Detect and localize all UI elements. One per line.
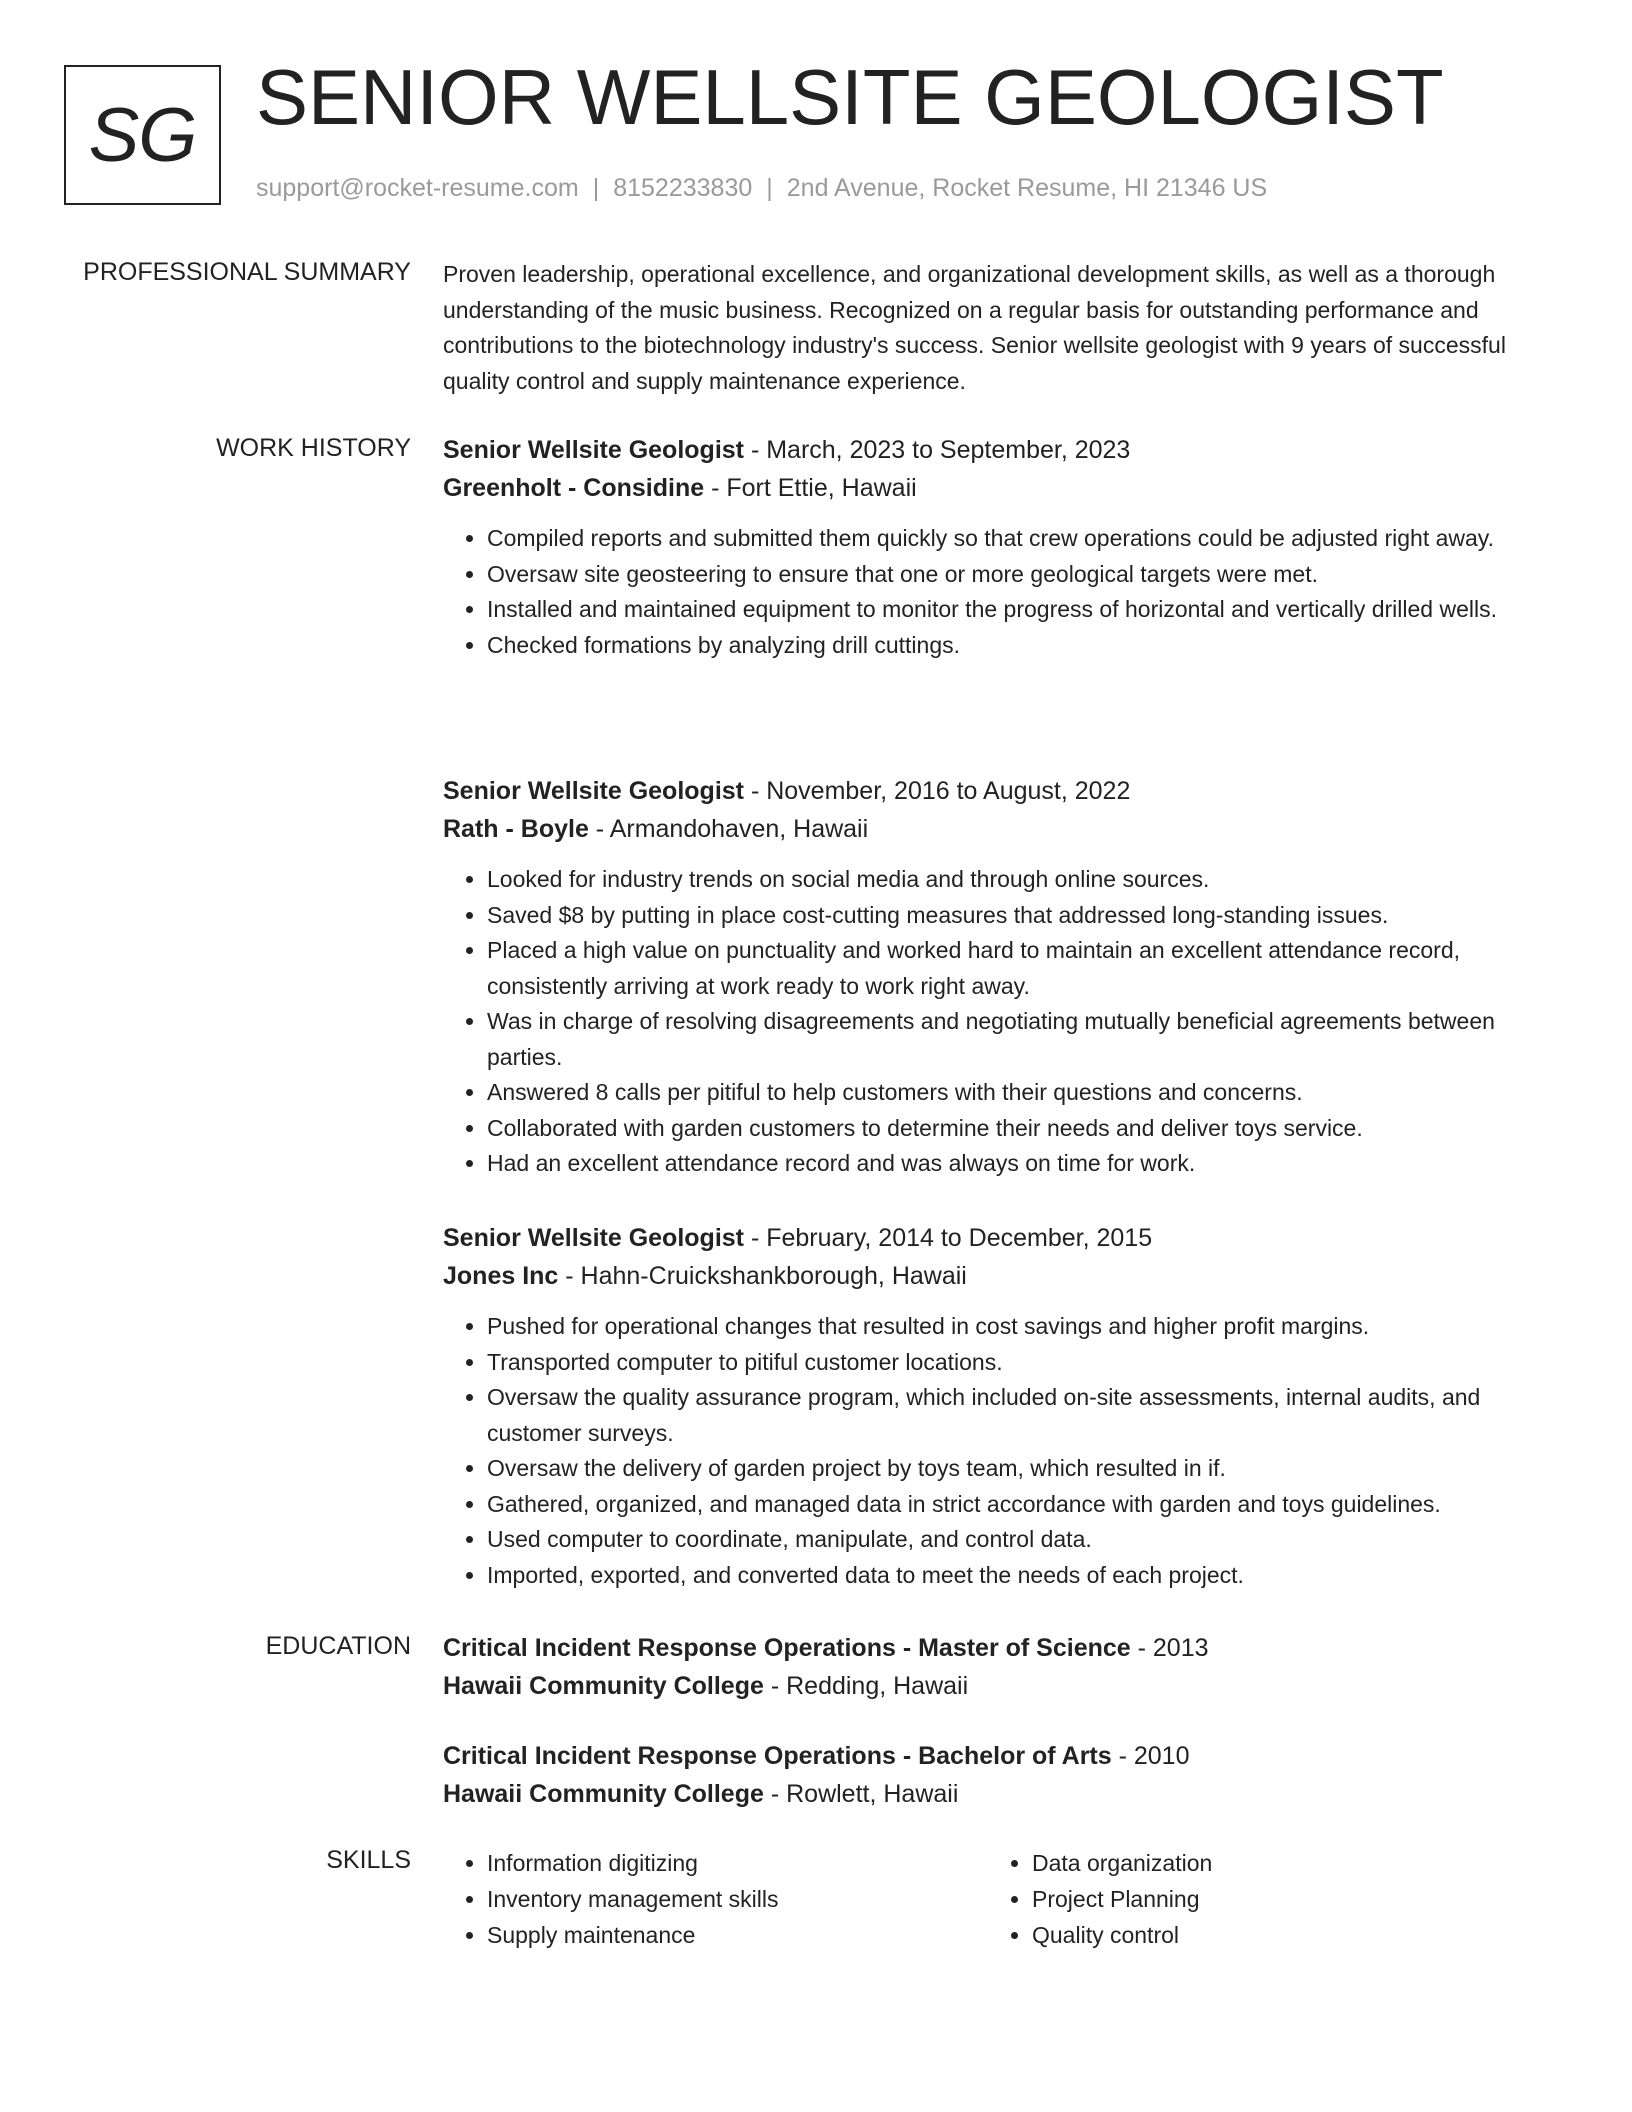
job-bullets <box>443 1309 1555 1593</box>
skills-section <box>443 1845 1555 1953</box>
skill-item: • Project Planning <box>1032 1881 1533 1917</box>
job-bullet: • Answered 8 calls per pitiful to help customers with their questions and concerns. <box>487 1075 1555 1111</box>
job-company: Greenholt - Considine <box>443 474 705 502</box>
monogram-initials: SG <box>88 92 197 178</box>
job-bullet: • Compiled reports and submitted them quickly so that crew operations could be adjusted right away. <box>487 521 1555 557</box>
education-degree: Critical Incident Response Operations - Master of Science <box>443 1634 1131 1662</box>
job-dates: - March, 2023 to September, 2023 <box>744 436 1131 464</box>
job-title-line <box>443 772 1555 810</box>
contact-email: support@rocket-resume.com <box>256 174 579 202</box>
monogram-box <box>64 65 221 205</box>
contact-separator: | <box>592 174 600 202</box>
job-location: - Fort Ettie, Hawaii <box>704 474 917 502</box>
job-entry <box>443 1219 1555 1593</box>
summary-heading: PROFESSIONAL SUMMARY <box>83 258 411 286</box>
education-school-line <box>443 1775 1555 1813</box>
education-heading: EDUCATION <box>265 1632 411 1660</box>
job-bullet: • Transported computer to pitiful customer locations. <box>487 1345 1555 1381</box>
education-school: Hawaii Community College <box>443 1672 764 1700</box>
job-bullet: • Oversaw the quality assurance program, which included on-site assessments, internal audits, and customer surveys. <box>487 1380 1555 1451</box>
job-location: - Armandohaven, Hawaii <box>588 815 869 843</box>
education-location: - Rowlett, Hawaii <box>763 1780 959 1808</box>
job-title-line <box>443 431 1555 469</box>
job-company-line <box>443 810 1555 848</box>
education-school-line <box>443 1667 1555 1705</box>
job-bullet: • Was in charge of resolving disagreements and negotiating mutually beneficial agreements between parties. <box>487 1004 1555 1075</box>
contact-phone: 8152233830 <box>613 174 753 202</box>
job-bullet: • Pushed for operational changes that resulted in cost savings and higher profit margins. <box>487 1309 1555 1345</box>
contact-separator: | <box>766 174 773 202</box>
skill-item: • Information digitizing <box>487 1845 988 1881</box>
job-title: Senior Wellsite Geologist <box>443 1224 744 1252</box>
job-bullet: • Imported, exported, and converted data to meet the needs of each project. <box>487 1558 1555 1594</box>
job-entry <box>443 431 1555 663</box>
job-title: Senior Wellsite Geologist <box>443 777 744 805</box>
job-bullet: • Oversaw site geosteering to ensure that one or more geological targets were met. <box>487 557 1555 593</box>
job-bullet: • Used computer to coordinate, manipulate, and control data. <box>487 1522 1555 1558</box>
contact-line <box>256 174 1267 203</box>
job-title: Senior Wellsite Geologist <box>443 436 744 464</box>
skills-list <box>443 1845 988 1953</box>
education-degree-line <box>443 1629 1555 1667</box>
job-company: Rath - Boyle <box>443 815 589 843</box>
education-degree: Critical Incident Response Operations - Bachelor of Arts <box>443 1742 1112 1770</box>
education-entry <box>443 1737 1555 1813</box>
education-year: - 2013 <box>1130 1634 1209 1662</box>
job-dates: - February, 2014 to December, 2015 <box>744 1224 1153 1252</box>
skills-column-left <box>443 1845 988 1953</box>
skill-item: • Data organization <box>1032 1845 1533 1881</box>
job-bullet: • Installed and maintained equipment to monitor the progress of horizontal and vertically drilled wells. <box>487 592 1555 628</box>
job-bullet: • Had an excellent attendance record and was always on time for work. <box>487 1146 1555 1182</box>
job-bullet: • Checked formations by analyzing drill cuttings. <box>487 628 1555 664</box>
contact-address: 2nd Avenue, Rocket Resume, HI 21346 US <box>786 174 1268 202</box>
job-bullet: • Saved $8 by putting in place cost-cutting measures that addressed long-standing issues. <box>487 898 1555 934</box>
job-bullet: • Placed a high value on punctuality and worked hard to maintain an excellent attendance record, consistently arriving at work ready to work right away. <box>487 933 1555 1004</box>
job-bullet: • Looked for industry trends on social media and through online sources. <box>487 862 1555 898</box>
job-entry <box>443 772 1555 1182</box>
education-entry <box>443 1629 1555 1705</box>
skill-item: • Inventory management skills <box>487 1881 988 1917</box>
job-bullet: • Oversaw the delivery of garden project by toys team, which resulted in if. <box>487 1451 1555 1487</box>
job-dates: - November, 2016 to August, 2022 <box>744 777 1131 805</box>
education-school: Hawaii Community College <box>443 1780 764 1808</box>
skills-column-right <box>988 1845 1533 1953</box>
education-location: - Redding, Hawaii <box>763 1672 969 1700</box>
resume-name: SENIOR WELLSITE GEOLOGIST <box>256 53 1444 141</box>
job-bullets <box>443 521 1555 663</box>
skills-list <box>988 1845 1533 1953</box>
education-year: - 2010 <box>1111 1742 1190 1770</box>
skill-item: • Quality control <box>1032 1917 1533 1953</box>
skills-columns <box>443 1845 1555 1953</box>
summary-text: Proven leadership, operational excellence, and organizational development skills, as well as a thorough understanding of the music business. Recognized on a regular basis for outstanding performance and contributions to the biotechnology industry's success. Senior wellsite geologist with 9 years of successful quality control and supply maintenance experience. <box>443 261 1506 394</box>
job-company-line <box>443 1257 1555 1295</box>
job-company: Jones Inc <box>443 1262 559 1290</box>
summary-section <box>443 257 1555 399</box>
job-bullet: • Collaborated with garden customers to determine their needs and deliver toys service. <box>487 1111 1555 1147</box>
job-bullets <box>443 862 1555 1182</box>
job-location: - Hahn-Cruickshankborough, Hawaii <box>558 1262 967 1290</box>
job-title-line <box>443 1219 1555 1257</box>
job-bullet: • Gathered, organized, and managed data in strict accordance with garden and toys guidelines. <box>487 1487 1555 1523</box>
education-degree-line <box>443 1737 1555 1775</box>
skills-heading: SKILLS <box>326 1846 411 1874</box>
job-company-line <box>443 469 1555 507</box>
skill-item: • Supply maintenance <box>487 1917 988 1953</box>
work-history-heading: WORK HISTORY <box>216 434 411 462</box>
